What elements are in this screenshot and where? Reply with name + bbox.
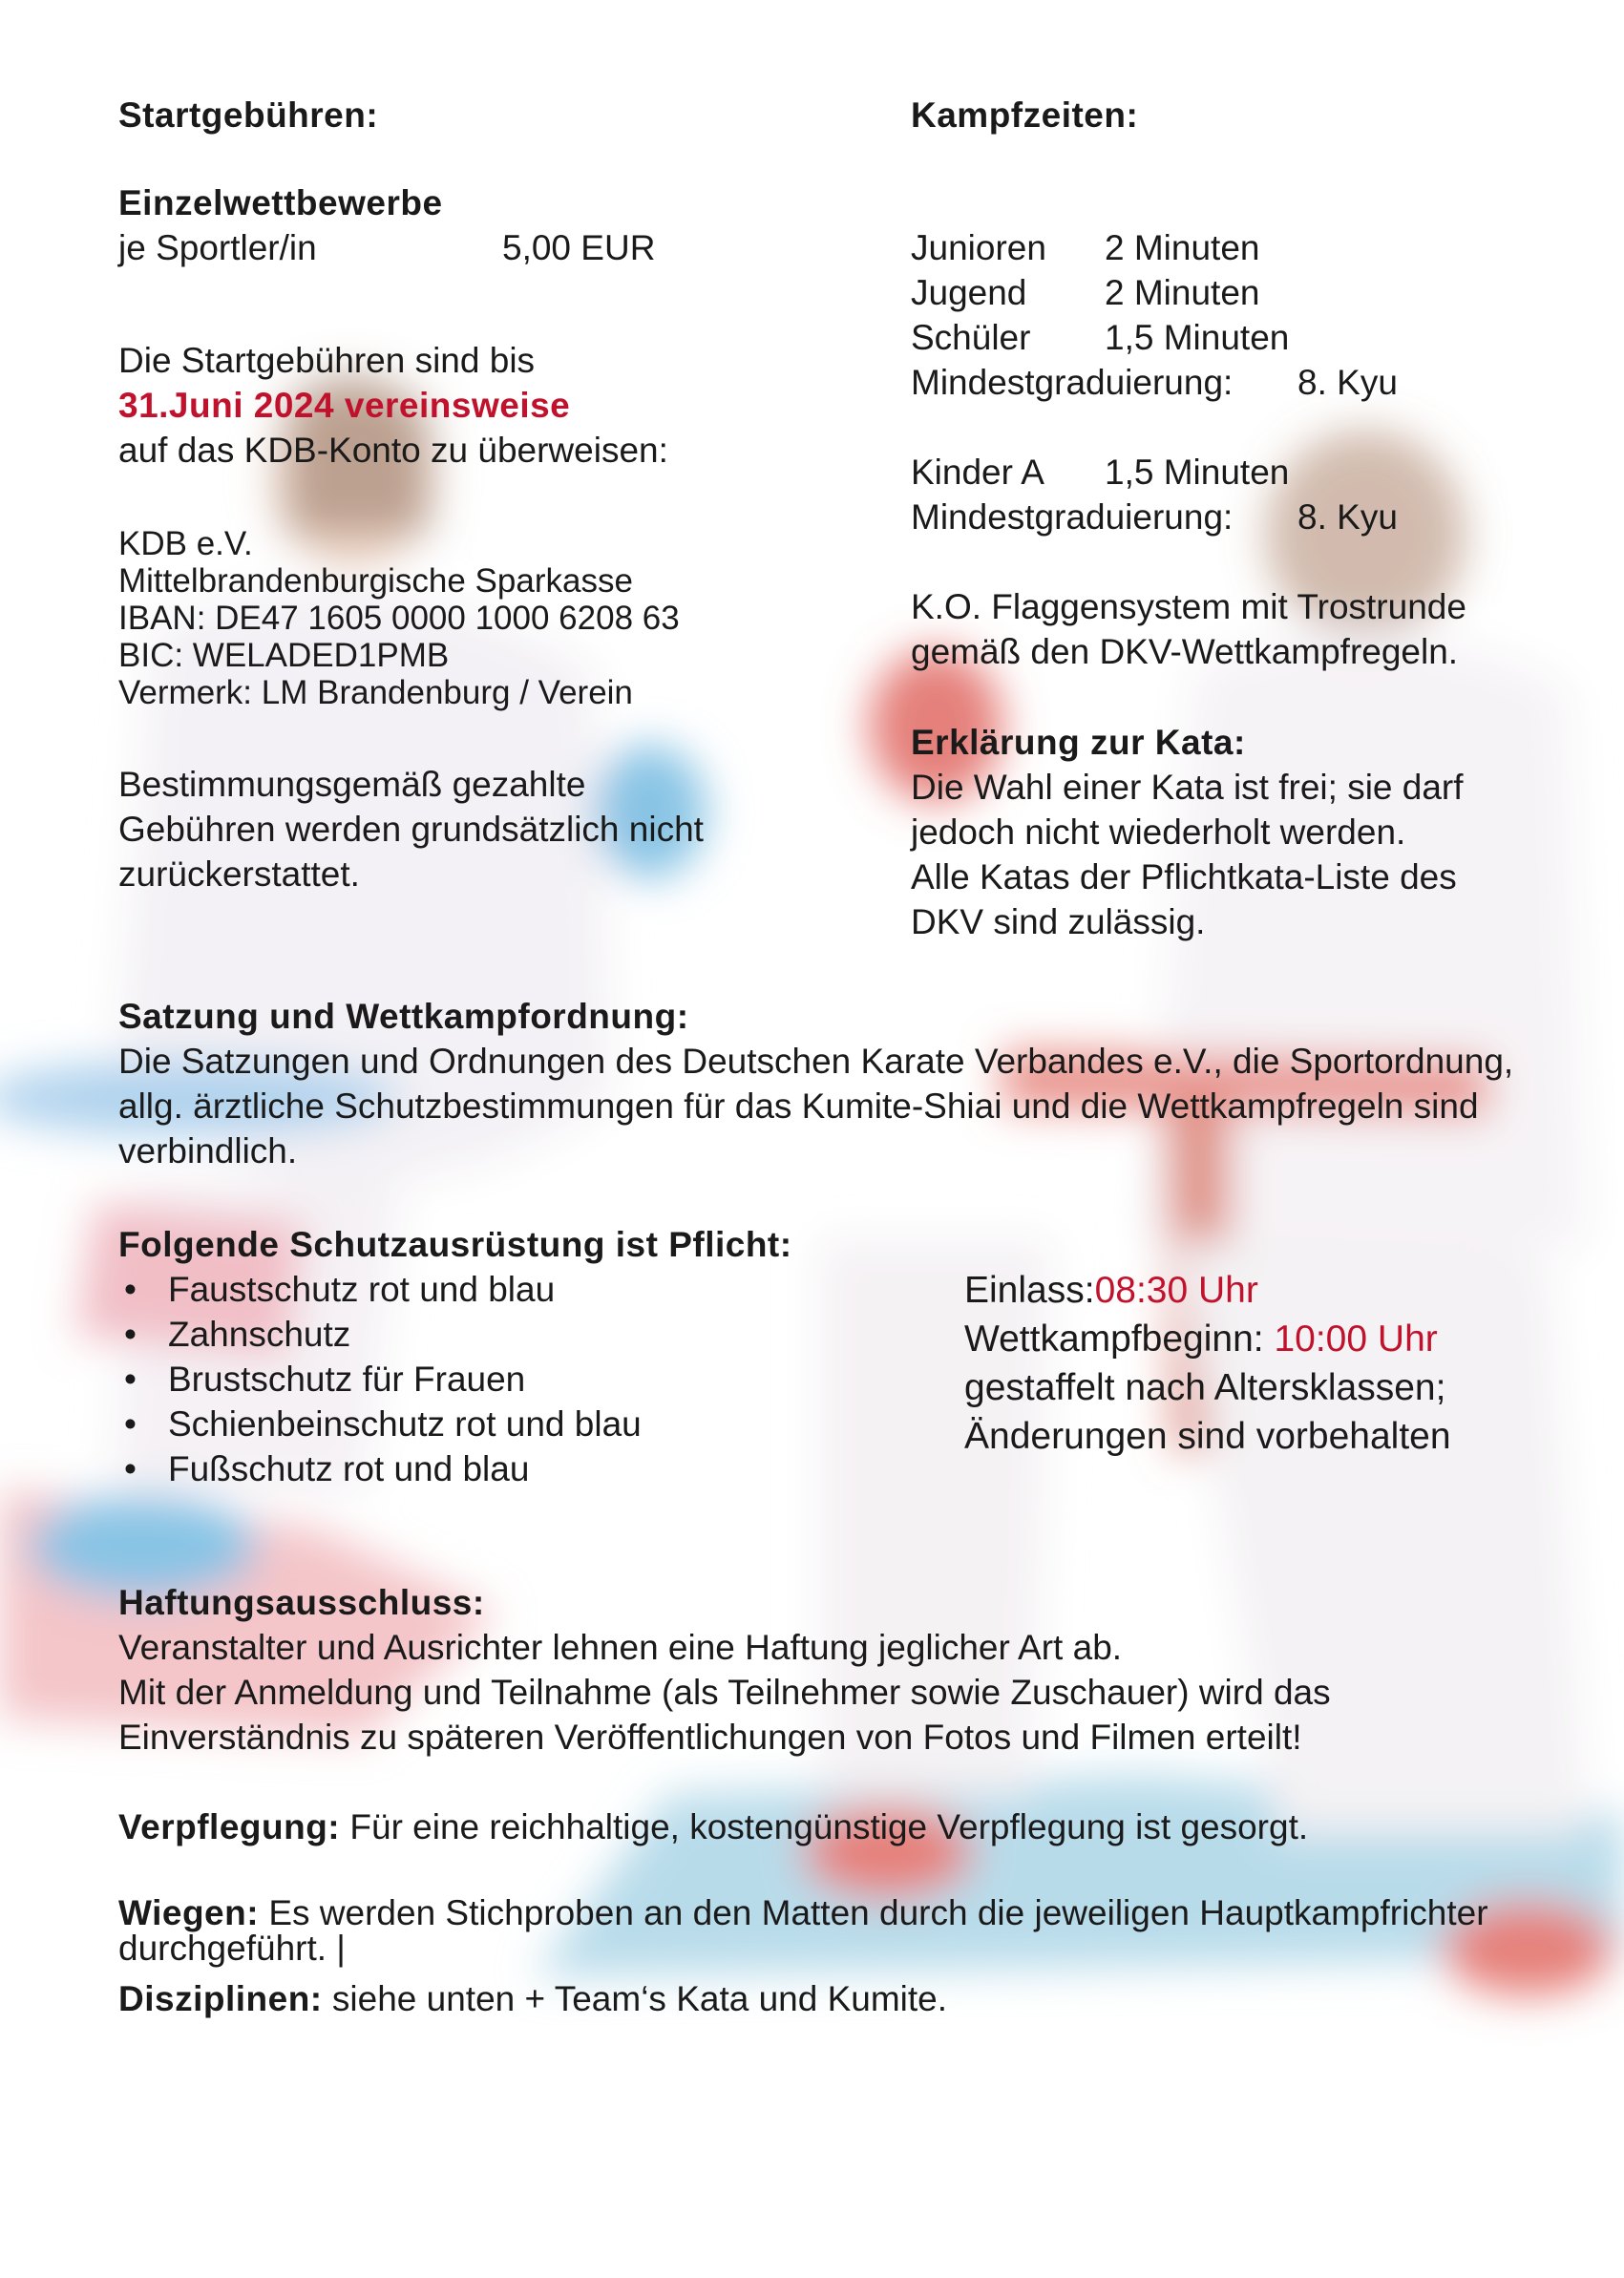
deadline-intro: Die Startgebühren sind bis [118,341,536,380]
transfer-text: auf das KDB-Konto zu überweisen: [118,431,668,470]
wiegen-line [118,1894,1488,1932]
list-item: • Fußschutz rot und blau [118,1446,642,1491]
verpflegung-line [118,1804,1308,1849]
disziplinen-line [118,1976,947,2021]
kampfzeit-kinder-value: 1,5 Minuten [1105,453,1290,492]
haftung-line-1: Veranstalter und Ausrichter lehnen eine Haftung jeglicher Art ab. [118,1628,1123,1667]
haftung-line-3: Einverständnis zu späteren Veröffentlichungen von Fotos und Filmen erteilt! [118,1718,1302,1757]
kampfzeit-junioren-label: Junioren [911,228,1046,267]
list-item: • Zahnschutz [118,1312,642,1357]
kata-line-1: Die Wahl einer Kata ist frei; sie darf [911,768,1464,807]
disziplinen-label: Disziplinen: [118,1979,323,2018]
mindestgraduierung-1-label: Mindestgraduierung: [911,363,1234,402]
list-item: • Faustschutz rot und blau [118,1267,642,1312]
einzelwettbewerbe-heading: Einzelwettbewerbe [118,183,443,222]
kampfzeit-jugend-value: 2 Minuten [1105,273,1260,312]
zeiten-note-1: gestaffelt nach Altersklassen; [964,1367,1446,1408]
haftung-heading: Haftungsausschluss: [118,1583,485,1622]
satzung-heading: Satzung und Wettkampfordnung: [118,997,689,1036]
wettkampfbeginn-line [964,1316,1438,1363]
fee-value: 5,00 EUR [502,228,656,267]
zeiten-note-2: Änderungen sind vorbehalten [964,1416,1451,1457]
fee-label: je Sportler/in [118,228,317,267]
kata-line-3: Alle Katas der Pflichtkata-Liste des [911,857,1457,896]
schutzausruestung-heading: Folgende Schutzausrüstung ist Pflicht: [118,1225,792,1264]
startgebuehren-heading: Startgebühren: [118,95,379,135]
mindestgraduierung-2-value: 8. Kyu [1297,497,1398,537]
list-item: • Brustschutz für Frauen [118,1357,642,1402]
einlass-time: 08:30 Uhr [1094,1270,1258,1311]
wettkampfbeginn-label: Wettkampfbeginn: [964,1318,1264,1360]
wettkampfbeginn-time: 10:00 Uhr [1274,1318,1438,1360]
satzung-line-2: allg. ärztliche Schutzbestimmungen für das Kumite-Shiai und die Wettkampfregeln sind [118,1086,1479,1126]
kampfzeit-junioren-value: 2 Minuten [1105,228,1260,267]
schutzausruestung-list [118,1267,642,1491]
refund-line-1: Bestimmungsgemäß gezahlte [118,765,586,804]
ko-system-line-1: K.O. Flaggensystem mit Trostrunde [911,587,1466,626]
kampfzeit-schueler-value: 1,5 Minuten [1105,318,1290,357]
iban[interactable]: IBAN: DE47 1605 0000 1000 6208 63 [118,600,680,637]
einlass-label: Einlass: [964,1270,1095,1311]
bank-institute: Mittelbrandenburgische Sparkasse [118,562,633,600]
kata-line-4: DKV sind zulässig. [911,902,1206,941]
kata-heading: Erklärung zur Kata: [911,723,1246,762]
bic[interactable]: BIC: WELADED1PMB [118,637,450,674]
haftung-line-2: Mit der Anmeldung und Teilnahme (als Teilnehmer sowie Zuschauer) wird das [118,1673,1331,1712]
satzung-line-1: Die Satzungen und Ordnungen des Deutschen Karate Verbandes e.V., die Sportordnung, [118,1042,1514,1081]
kata-line-2: jedoch nicht wiederholt werden. [911,812,1406,852]
verpflegung-text: Für eine reichhaltige, kostengünstige Verpflegung ist gesorgt. [340,1807,1309,1846]
disziplinen-text: siehe unten + Team‘s Kata und Kumite. [322,1979,948,2018]
wiegen-text: Es werden Stichproben an den Matten durch die jeweiligen Hauptkampfrichter [259,1893,1488,1932]
kampfzeit-schueler-label: Schüler [911,318,1031,357]
ko-system-line-2: gemäß den DKV-Wettkampfregeln. [911,632,1459,671]
list-item: • Schienbeinschutz rot und blau [118,1402,642,1446]
satzung-line-3: verbindlich. [118,1131,298,1171]
wiegen-label: Wiegen: [118,1893,260,1932]
kampfzeit-kinder-label: Kinder A [911,453,1044,492]
deadline-date: 31.Juni 2024 vereinsweise [118,386,571,425]
vermerk: Vermerk: LM Brandenburg / Verein [118,674,633,711]
mindestgraduierung-2-label: Mindestgraduierung: [911,497,1234,537]
bank-name: KDB e.V. [118,525,253,562]
kampfzeit-jugend-label: Jugend [911,273,1027,312]
einlass-line [964,1267,1258,1315]
refund-line-3: zurückerstattet. [118,854,360,894]
refund-line-2: Gebühren werden grundsätzlich nicht [118,810,704,849]
wiegen-line-2: durchgeführt. | [118,1929,346,1968]
mindestgraduierung-1-value: 8. Kyu [1297,363,1398,402]
verpflegung-label: Verpflegung: [118,1807,341,1846]
kampfzeiten-heading: Kampfzeiten: [911,95,1139,135]
